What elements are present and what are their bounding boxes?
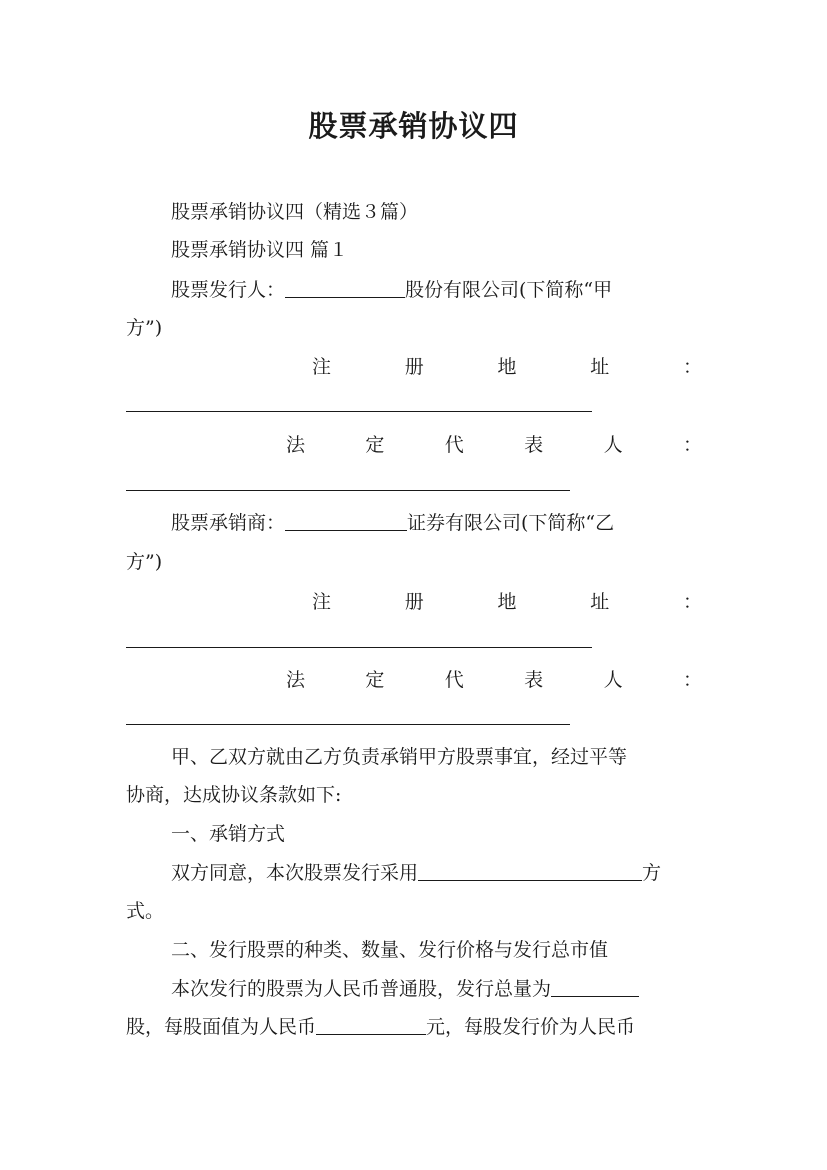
addr-char: ： bbox=[682, 591, 702, 613]
document-title: 股票承销协议四 bbox=[308, 109, 519, 143]
section-heading bbox=[126, 237, 702, 263]
rep-char: 表 bbox=[524, 434, 544, 456]
rep-char: 法 bbox=[286, 434, 306, 456]
issuer-label: 股票发行人： bbox=[171, 279, 286, 301]
issuer-address-blank[interactable] bbox=[126, 411, 592, 412]
method-blank[interactable] bbox=[418, 862, 642, 881]
subtitle-text: 股票承销协议四（精选３篇） bbox=[171, 201, 419, 223]
intro-text-1: 甲、乙双方就由乙方负责承销甲方股票事宜，经过平等 bbox=[171, 746, 628, 768]
underwriter-suffix: 证券有限公司(下简称“乙 bbox=[407, 512, 615, 534]
clause-2-heading bbox=[126, 937, 702, 963]
intro-text-2: 协商，达成协议条款如下: bbox=[126, 784, 342, 806]
issuer-name-blank[interactable] bbox=[285, 279, 405, 298]
rep-char: 表 bbox=[524, 669, 544, 691]
clause-2-text: 二、发行股票的种类、数量、发行价格与发行总市值 bbox=[171, 939, 609, 961]
par-value-blank[interactable] bbox=[316, 1016, 426, 1035]
stock-line-2 bbox=[126, 1014, 702, 1040]
issuer-cont-text: 方”) bbox=[126, 317, 163, 339]
rep-char: 人 bbox=[603, 669, 623, 691]
underwriter-rep-label bbox=[286, 667, 702, 693]
addr-char: 地 bbox=[497, 591, 517, 613]
rep-char: 代 bbox=[444, 669, 464, 691]
issuer-suffix: 股份有限公司(下简称“甲 bbox=[405, 279, 613, 301]
clause-1-text: 一、承销方式 bbox=[171, 823, 286, 845]
rep-char: 人 bbox=[603, 434, 623, 456]
method-cont-text: 式。 bbox=[126, 900, 165, 922]
underwriter-label: 股票承销商： bbox=[171, 512, 286, 534]
intro-paragraph-line1 bbox=[126, 744, 702, 770]
rep-char: 法 bbox=[286, 669, 306, 691]
issuer-rep-blank[interactable] bbox=[126, 490, 570, 491]
underwriter-cont-text: 方”) bbox=[126, 551, 163, 573]
addr-char: 注 bbox=[312, 591, 332, 613]
stock-line-1 bbox=[126, 976, 702, 1002]
underwriter-line bbox=[126, 510, 702, 536]
underwriter-rep-blank[interactable] bbox=[126, 724, 570, 725]
underwriter-line-cont bbox=[126, 549, 702, 575]
method-text: 双方同意，本次股票发行采用 bbox=[171, 862, 419, 884]
addr-char: ： bbox=[682, 356, 702, 378]
subtitle-line bbox=[126, 199, 702, 225]
stock-text-2a: 股，每股面值为人民币 bbox=[126, 1016, 317, 1038]
addr-char: 址 bbox=[590, 356, 610, 378]
method-line bbox=[126, 860, 702, 886]
stock-text-1: 本次发行的股票为人民币普通股，发行总量为 bbox=[171, 978, 552, 1000]
rep-char: 代 bbox=[444, 434, 464, 456]
addr-char: 地 bbox=[497, 356, 517, 378]
stock-text-2b: 元，每股发行价为人民币 bbox=[426, 1016, 636, 1038]
addr-char: 册 bbox=[404, 591, 424, 613]
issuer-rep-label bbox=[286, 432, 702, 458]
method-suffix: 方 bbox=[642, 862, 662, 884]
issuer-address-label bbox=[312, 354, 702, 380]
section-heading-text: 股票承销协议四 篇１ bbox=[171, 239, 349, 261]
underwriter-address-label bbox=[312, 589, 702, 615]
rep-char: ： bbox=[682, 434, 702, 456]
clause-1-heading bbox=[126, 821, 702, 847]
addr-char: 注 bbox=[312, 356, 332, 378]
addr-char: 册 bbox=[404, 356, 424, 378]
underwriter-address-blank[interactable] bbox=[126, 647, 592, 648]
addr-char: 址 bbox=[590, 591, 610, 613]
issuer-line-cont bbox=[126, 315, 702, 341]
issuer-line bbox=[126, 277, 702, 303]
rep-char: ： bbox=[682, 669, 702, 691]
rep-char: 定 bbox=[365, 669, 385, 691]
underwriter-name-blank[interactable] bbox=[285, 512, 407, 531]
method-line-cont bbox=[126, 898, 702, 924]
rep-char: 定 bbox=[365, 434, 385, 456]
intro-paragraph-line2 bbox=[126, 782, 702, 808]
total-shares-blank[interactable] bbox=[551, 978, 639, 997]
